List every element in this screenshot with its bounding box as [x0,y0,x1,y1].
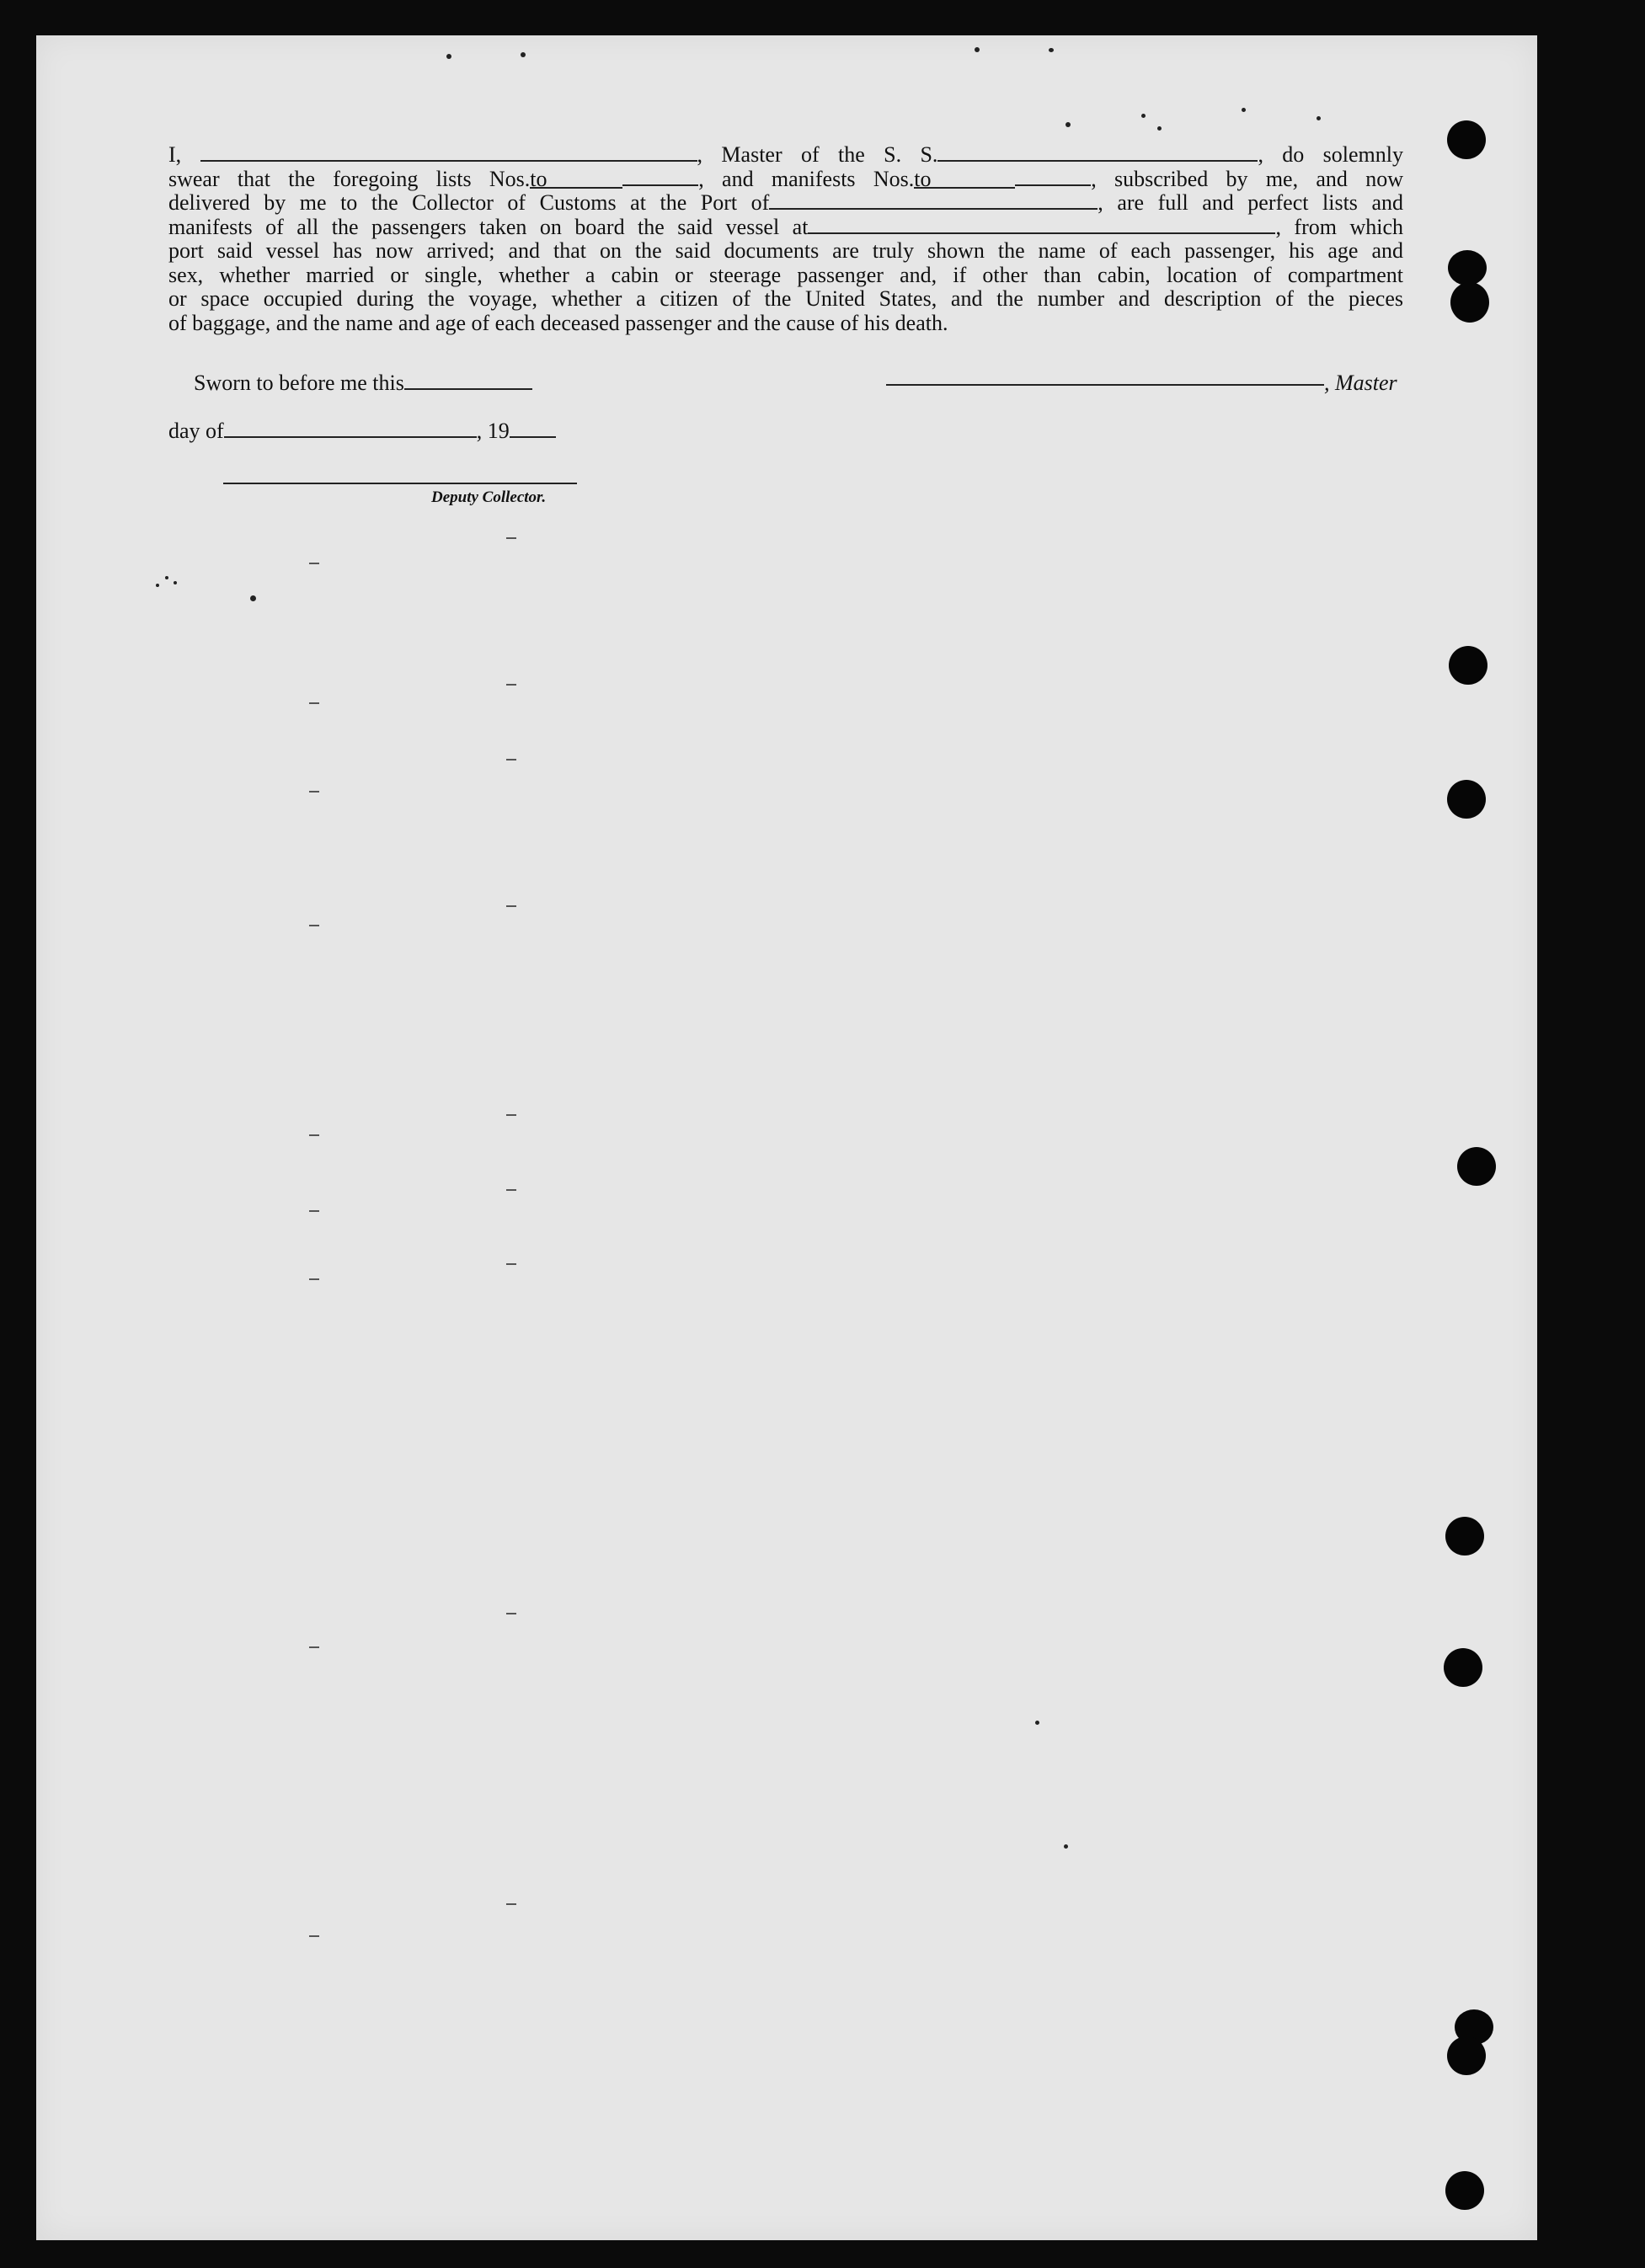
punch-hole [1444,1648,1482,1687]
speck [156,584,159,587]
mark [309,791,319,792]
oath-line-5: port said vessel has now arrived; and that on the said documents are truly shown the name of each passenger, his age and [168,238,1403,263]
manifests-to-blank [1015,169,1091,186]
mark [309,1134,319,1136]
master-signature-line [886,384,1324,386]
speck [1242,108,1246,112]
speck [174,581,177,584]
mark [309,925,319,926]
day-label: day of [168,419,224,443]
day-row [168,419,556,444]
oath-line-7: or space occupied during the voyage, whether a citizen of the United States, and the number and description of the pieces [168,286,1403,311]
document-page [36,35,1537,2240]
year-label: , 19 [476,419,510,443]
punch-hole [1447,2036,1486,2075]
lists-from-blank: to [530,168,622,183]
mark [309,1278,319,1280]
punch-hole [1450,282,1489,323]
port-blank [769,193,1098,210]
punch-hole [1445,1517,1484,1556]
punch-hole [1457,1147,1496,1186]
deputy-signature-line [223,483,577,484]
mark [309,702,319,704]
mark [309,563,319,564]
mark [506,1613,516,1614]
master-name-blank [200,145,697,162]
master-label: , Master [1324,371,1397,395]
mark [309,1646,319,1648]
mark [506,1114,516,1116]
punch-hole [1447,120,1486,159]
speck [250,595,256,601]
speck [1157,126,1162,131]
speck [1049,48,1054,52]
month-blank [224,421,477,438]
speck [165,576,168,579]
speck [975,47,980,52]
manifests-from-blank: to [914,168,1015,183]
mark [506,1189,516,1191]
speck [1141,114,1146,118]
oath-line-1: I, , Master of the S. S. , do solemnly [168,142,1404,167]
speck [521,52,526,57]
speck [446,54,451,59]
punch-hole [1449,646,1487,685]
mark [309,1210,319,1212]
oath-paragraph [168,143,1403,335]
sworn-date-blank [404,373,532,390]
mark [309,1935,319,1937]
punch-hole [1445,2171,1484,2210]
sworn-label: Sworn to before me this [194,371,404,395]
mark [506,905,516,907]
embarkation-port-blank [808,217,1275,234]
oath-line-2: swear that the foregoing lists Nos.to , and manifests Nos.to , subscribed by me, and now [168,166,1403,191]
lists-to-blank [622,169,698,186]
speck [1064,1844,1068,1849]
oath-line-8: of baggage, and the name and age of each deceased passenger and the cause of his death. [168,310,948,335]
punch-hole [1448,250,1487,286]
oath-line-4: manifests of all the passengers taken on board the said vessel at , from which [168,214,1403,239]
vessel-name-blank [937,145,1258,162]
speck [1035,1721,1039,1725]
mark [506,759,516,760]
mark [506,1263,516,1265]
punch-hole [1447,780,1486,819]
speck [1317,116,1321,120]
mark [506,537,516,539]
mark [506,1903,516,1905]
oath-line-3: delivered by me to the Collector of Customs at the Port of , are full and perfect lists and [168,190,1403,215]
year-blank [510,421,556,438]
speck [1066,122,1071,127]
oath-line-6: sex, whether married or single, whether a cabin or steerage passenger and, if other than cabin, location of compartment [168,262,1403,287]
mark [506,684,516,686]
deputy-collector-label: Deputy Collector. [431,488,547,506]
